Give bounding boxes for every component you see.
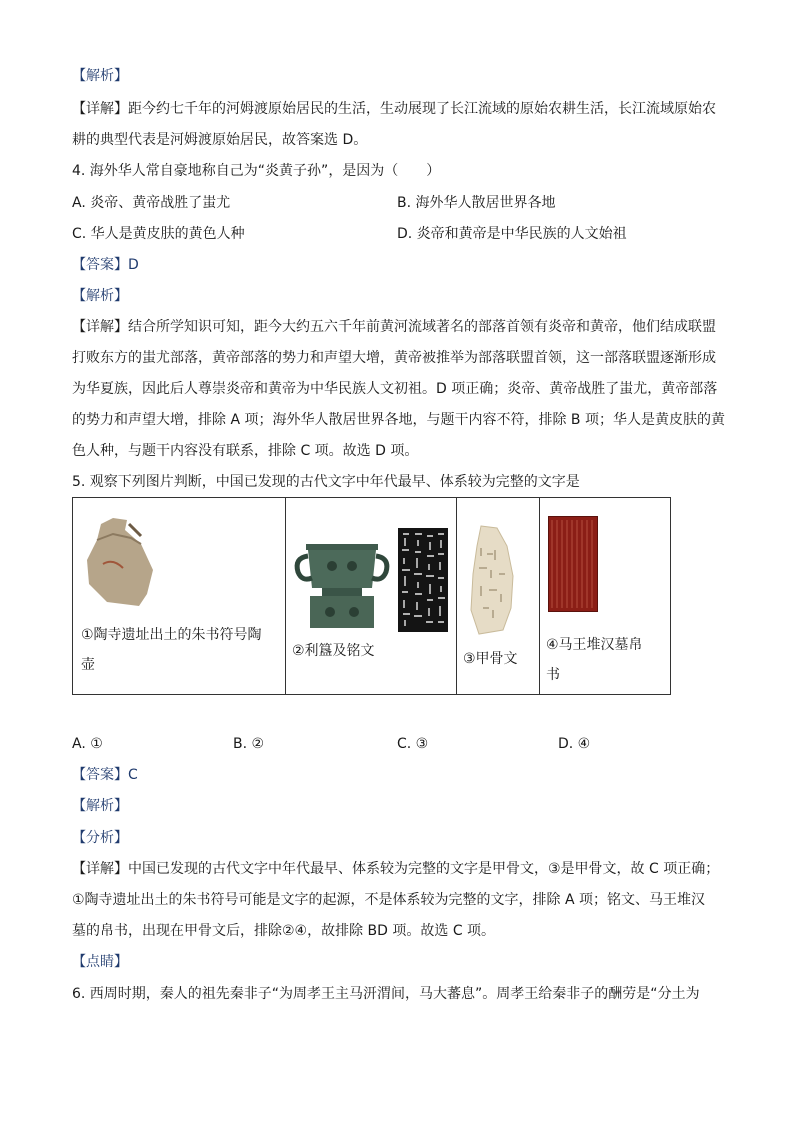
caption-1-line-1: ①陶寺遗址出土的朱书符号陶 [81, 627, 262, 643]
answer-4: 【答案】D [72, 257, 139, 273]
caption-1-line-2: 壶 [81, 657, 95, 673]
detail-5-line-2: ①陶寺遗址出土的朱书符号可能是文字的起源，不是体系较为完整的文字，排除 A 项；铭文、马王堆汉 [72, 892, 706, 908]
detail-4-line-5: 色人种，与题干内容没有联系，排除 C 项。故选 D 项。 [72, 443, 419, 459]
ligui-vessel-image [292, 536, 394, 630]
caption-2: ②利簋及铭文 [292, 643, 375, 659]
q4-option-b: B. 海外华人散居世界各地 [397, 195, 556, 211]
picture-table [72, 497, 671, 695]
analysis-heading-5: 【解析】 [72, 798, 128, 814]
detail-text: 耕的典型代表是河姆渡原始居民，故答案选 D。 [72, 132, 368, 148]
question-6: 6. 西周时期，秦人的祖先秦非子“为周孝王主马汧渭间，马大蕃息”。周孝王给秦非子的酬劳是“分土为 [72, 986, 700, 1002]
question-5: 5. 观察下列图片判断，中国已发现的古代文字中年代最早、体系较为完整的文字是 [72, 474, 580, 490]
caption-4-line-2: 书 [546, 667, 560, 683]
q5-option-c: C. ③ [397, 736, 429, 752]
inscription-image [398, 528, 448, 632]
cell-silk-book [540, 498, 671, 695]
q4-option-c: C. 华人是黄皮肤的黄色人种 [72, 226, 245, 242]
key-point-heading-5: 【点睛】 [72, 954, 128, 970]
analysis-heading: 【解析】 [72, 68, 128, 84]
q5-option-d: D. ④ [558, 736, 591, 752]
analysis-heading-4: 【解析】 [72, 288, 128, 304]
analysis-sub-heading-5: 【分析】 [72, 830, 128, 846]
detail-5-line-3: 墓的帛书，出现在甲骨文后，排除②④，故排除 BD 项。故选 C 项。 [72, 923, 496, 939]
q5-option-b: B. ② [233, 736, 265, 752]
detail-5-line-1: 【详解】中国已发现的古代文字中年代最早、体系较为完整的文字是甲骨文，③是甲骨文，故 C 项正确； [72, 861, 720, 877]
oracle-bone-image [467, 524, 517, 636]
detail-text: 【详解】距今约七千年的河姆渡原始居民的生活，生动展现了长江流域的原始农耕生活，长江流域原始农 [72, 101, 716, 117]
detail-4-line-2: 打败东方的蚩尤部落，黄帝部落的势力和声望大增，黄帝被推举为部落联盟首领，这一部落联盟逐渐形成 [72, 350, 716, 366]
answer-5: 【答案】C [72, 767, 138, 783]
pottery-image [83, 514, 158, 609]
q4-option-d: D. 炎帝和黄帝是中华民族的人文始祖 [397, 226, 627, 242]
detail-4-line-4: 的势力和声望大增，排除 A 项；海外华人散居世界各地，与题干内容不符，排除 B 项；华人是黄皮肤的黄 [72, 412, 725, 428]
detail-4-line-3: 为华夏族，因此后人尊崇炎帝和黄帝为中华民族人文初祖。D 项正确；炎帝、黄帝战胜了蚩尤，黄帝部落 [72, 381, 718, 397]
q5-option-a: A. ① [72, 736, 103, 752]
caption-3: ③甲骨文 [463, 651, 518, 667]
cell-oracle-bone [457, 498, 540, 695]
cell-pottery [73, 498, 286, 695]
caption-4-line-1: ④马王堆汉墓帛 [546, 637, 643, 653]
silk-book-image [548, 516, 598, 612]
detail-4-line-1: 【详解】结合所学知识可知，距今大约五六千年前黄河流域著名的部落首领有炎帝和黄帝，他们结成联盟 [72, 319, 716, 335]
cell-ligui [286, 498, 457, 695]
q4-option-a: A. 炎帝、黄帝战胜了蚩尤 [72, 195, 231, 211]
question-4: 4. 海外华人常自豪地称自己为“炎黄子孙”，是因为（ ） [72, 163, 441, 179]
